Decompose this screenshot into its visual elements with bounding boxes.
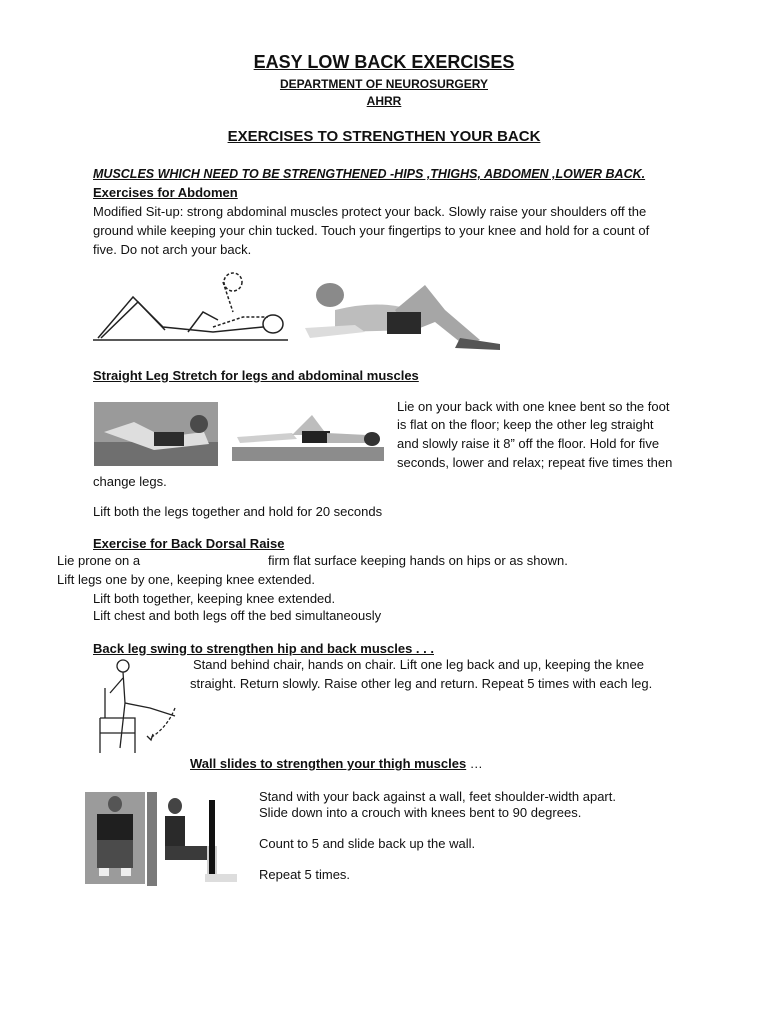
- abdomen-heading: Exercises for Abdomen: [93, 185, 238, 200]
- wall-slides-line-1: Stand with your back against a wall, feet shoulder-width apart.: [259, 789, 616, 804]
- dorsal-raise-line-1a: Lie prone on a: [57, 553, 141, 568]
- wall-slides-heading-row: [190, 754, 483, 773]
- abdomen-line-3: five. Do not arch your back.: [93, 242, 252, 257]
- leg-swing-heading: Back leg swing to strengthen hip and back muscles . . .: [93, 641, 434, 656]
- abdomen-line-1: Modified Sit-up: strong abdominal muscles protect your back. Slowly raise your shoulders off the: [93, 204, 647, 219]
- document-title: EASY LOW BACK EXERCISES: [253, 52, 515, 72]
- leg-stretch-photo-2: [232, 395, 384, 461]
- leg-stretch-both-legs: Lift both the legs together and hold for 20 seconds: [93, 504, 383, 519]
- section-subtitle: EXERCISES TO STRENGTHEN YOUR BACK: [227, 128, 541, 145]
- leg-swing-drawing: [95, 658, 183, 756]
- leg-stretch-line-4: seconds, lower and relax; repeat five times then: [397, 455, 673, 470]
- dorsal-raise-line-2: Lift legs one by one, keeping knee extended.: [57, 572, 316, 587]
- leg-stretch-line-3: and slowly raise it 8” off the floor. Hold for five: [397, 436, 660, 451]
- situp-line-drawing: [93, 272, 293, 348]
- wall-slides-line-4: Repeat 5 times.: [259, 867, 351, 882]
- leg-stretch-line-2: is flat on the floor; keep the other leg straight: [397, 417, 654, 432]
- wall-slides-heading: Wall slides to strengthen your thigh muscles: [190, 756, 467, 771]
- wall-slides-heading-ellipsis: …: [466, 756, 483, 771]
- dorsal-raise-line-4: Lift chest and both legs off the bed simultaneously: [93, 608, 382, 623]
- leg-stretch-photo-1: [94, 402, 218, 466]
- org-label: AHRR: [366, 94, 402, 108]
- muscles-heading: MUSCLES WHICH NEED TO BE STRENGTHENED -HIPS ,THIGHS, ABDOMEN ,LOWER BACK.: [93, 167, 646, 181]
- dorsal-raise-heading: Exercise for Back Dorsal Raise: [93, 536, 285, 551]
- dorsal-raise-line-3: Lift both together, keeping knee extended.: [93, 591, 336, 606]
- wall-slides-photo: [85, 790, 248, 886]
- wall-slides-line-2: Slide down into a crouch with knees bent to 90 degrees.: [259, 805, 582, 820]
- leg-stretch-line-1: Lie on your back with one knee bent so the foot: [397, 399, 670, 414]
- leg-stretch-heading: Straight Leg Stretch for legs and abdominal muscles: [93, 368, 419, 383]
- abdomen-line-2: ground while keeping your chin tucked. Touch your fingertips to your knee and hold for a count of: [93, 223, 650, 238]
- leg-swing-line-1: Stand behind chair, hands on chair. Lift one leg back and up, keeping the knee: [193, 657, 645, 672]
- leg-swing-line-2: straight. Return slowly. Raise other leg and return. Repeat 5 times with each leg.: [190, 676, 653, 691]
- dorsal-raise-line-1b: firm flat surface keeping hands on hips or as shown.: [268, 553, 568, 568]
- wall-slides-line-3: Count to 5 and slide back up the wall.: [259, 836, 476, 851]
- leg-stretch-tail: change legs.: [93, 474, 167, 489]
- department-label: DEPARTMENT OF NEUROSURGERY: [279, 77, 488, 91]
- situp-photo: [295, 270, 510, 354]
